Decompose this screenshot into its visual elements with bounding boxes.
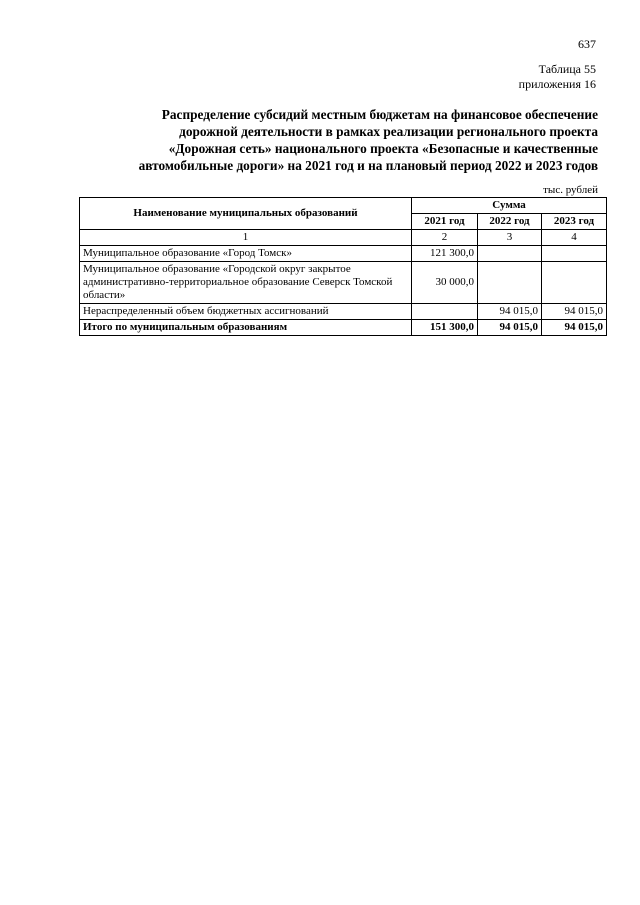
table-number: Таблица 55 [538, 62, 596, 76]
page-number: 637 [578, 37, 596, 51]
value-2022: 94 015,0 [478, 304, 542, 320]
total-label: Итого по муниципальным образованиям [80, 320, 412, 336]
value-2022 [478, 246, 542, 262]
header-name-cell: Наименование муниципальных образований [80, 198, 412, 230]
table-row [80, 246, 607, 262]
title-line: дорожной деятельности в рамках реализации регионального проекта [179, 124, 598, 139]
column-number-cell: 4 [542, 230, 607, 246]
value-2023 [542, 246, 607, 262]
value-2023 [542, 262, 607, 304]
municipality-name: Муниципальное образование «Городской округ закрытое административно-территориальное образование Северск Томской области» [80, 262, 412, 304]
total-2021: 151 300,0 [412, 320, 478, 336]
header-year-cell: 2021 год [412, 214, 478, 230]
title-line: автомобильные дороги» на 2021 год и на плановый период 2022 и 2023 годов [138, 158, 598, 173]
municipality-name: Муниципальное образование «Город Томск» [80, 246, 412, 262]
value-2021 [412, 304, 478, 320]
appendix-number: приложения 16 [518, 77, 596, 91]
header-sum-cell: Сумма [412, 198, 607, 214]
title-line: «Дорожная сеть» национального проекта «Безопасные и качественные [168, 141, 598, 156]
units-label: тыс. рублей [543, 184, 598, 196]
table-reference [519, 62, 596, 92]
total-row [80, 320, 607, 336]
total-2023: 94 015,0 [542, 320, 607, 336]
column-number-cell: 2 [412, 230, 478, 246]
value-2022 [478, 262, 542, 304]
header-year-cell: 2023 год [542, 214, 607, 230]
table-row [80, 304, 607, 320]
column-number-cell: 1 [80, 230, 412, 246]
value-2021: 121 300,0 [412, 246, 478, 262]
total-2022: 94 015,0 [478, 320, 542, 336]
title-line: Распределение субсидий местным бюджетам на финансовое обеспечение [161, 107, 598, 122]
document-title [60, 106, 598, 174]
header-year-cell: 2022 год [478, 214, 542, 230]
table-row [80, 262, 607, 304]
value-2021: 30 000,0 [412, 262, 478, 304]
header-row [80, 198, 607, 214]
municipality-name: Нераспределенный объем бюджетных ассигнований [80, 304, 412, 320]
column-number-cell: 3 [478, 230, 542, 246]
value-2023: 94 015,0 [542, 304, 607, 320]
column-numbers-row [80, 230, 607, 246]
subsidy-table [79, 197, 607, 336]
